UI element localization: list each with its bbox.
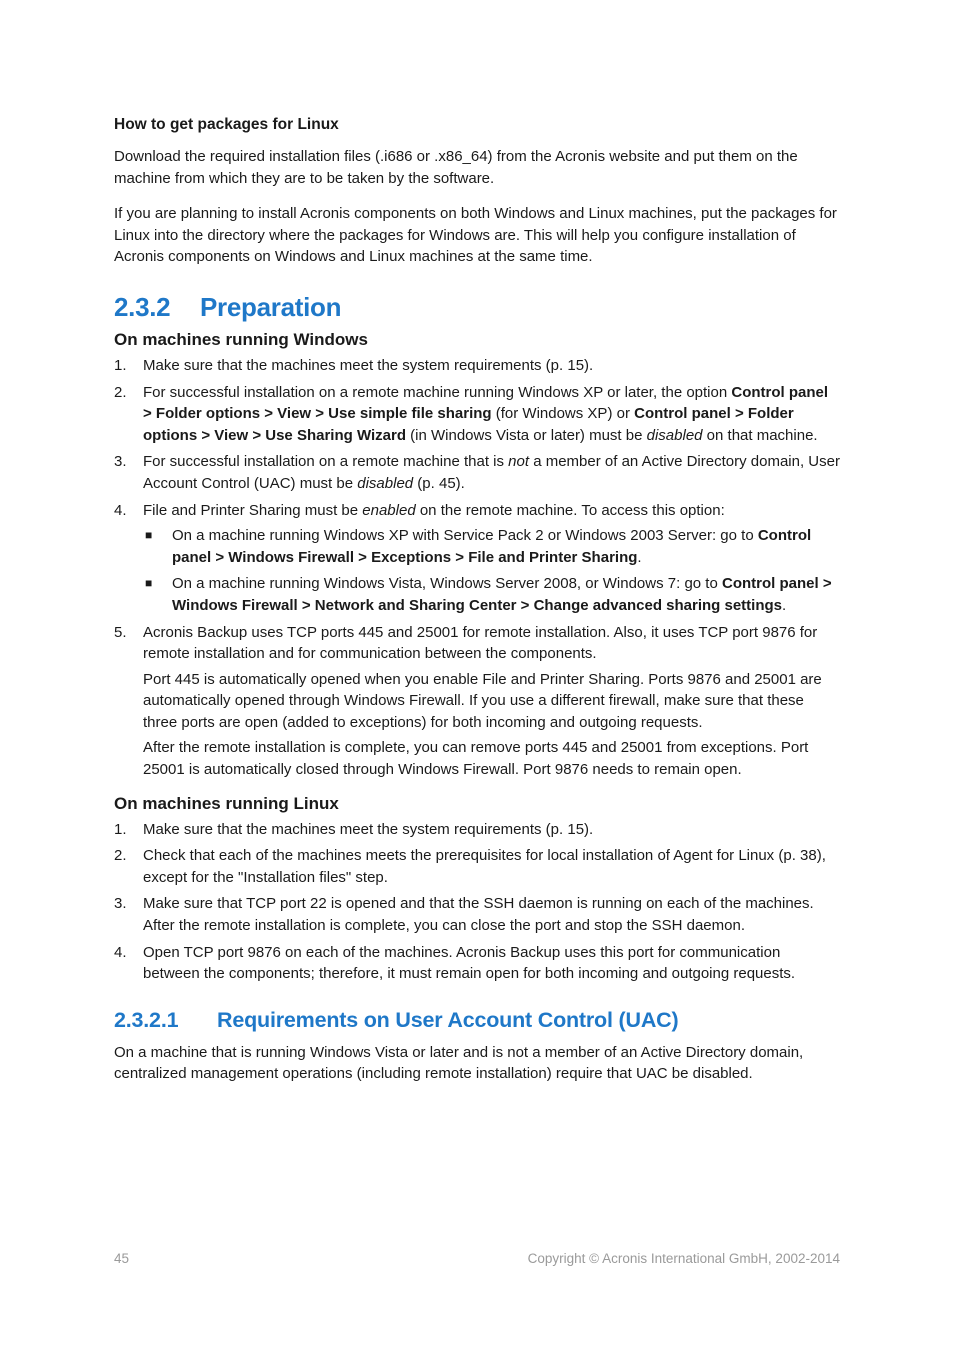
- item-text: on the remote machine. To access this option:: [415, 501, 725, 519]
- item-number: 4.: [114, 501, 127, 519]
- list-item: [114, 451, 840, 494]
- item-text: On a machine running Windows Vista, Windows Server 2008, or Windows 7: go to: [172, 575, 722, 593]
- square-bullet-icon: ■: [145, 576, 153, 591]
- list-item: [114, 355, 840, 377]
- item-text: For successful installation on a remote machine running Windows XP or later, the option: [143, 383, 732, 401]
- section-number: 2.3.2: [114, 291, 171, 322]
- list-item: [114, 819, 840, 841]
- subsection-number: 2.3.2.1: [114, 1007, 179, 1032]
- bullet-item: [143, 525, 840, 568]
- square-bullet-icon: ■: [145, 528, 153, 543]
- linux-packages-paragraph-1: Download the required installation files (.i686 or .x86_64) from the Acronis website and put them on the machine from which they are to be taken by the software.: [114, 148, 798, 187]
- item-number: 5.: [114, 623, 127, 641]
- item-text: (p. 45).: [413, 474, 465, 492]
- item-text: Make sure that the machines meet the system requirements (p. 15).: [143, 820, 594, 838]
- item-paragraph: Acronis Backup uses TCP ports 445 and 25001 for remote installation. Also, it uses TCP port 9876 for remote installation and for communication between the components.: [143, 623, 818, 663]
- list-item: [114, 622, 840, 781]
- item-text: For successful installation on a remote machine that is: [143, 453, 509, 471]
- item-number: 4.: [114, 943, 127, 961]
- section-heading-preparation: [114, 292, 840, 322]
- menu-path: Control panel > Folder options > View > Use simple file sharing: [143, 383, 829, 423]
- item-text: File and Printer Sharing must be: [143, 501, 363, 519]
- item-text: On a machine running Windows XP with Service Pack 2 or Windows 2003 Server: go to: [172, 527, 758, 545]
- emphasis: disabled: [646, 426, 703, 444]
- item-text: .: [637, 548, 642, 566]
- windows-heading: On machines running Windows: [114, 329, 368, 349]
- item-text: Make sure that TCP port 22 is opened and that the SSH daemon is running on each of the machines. After the remote installation is complete, you can close the port and stop the SSH daemon.: [143, 895, 814, 935]
- item-text: .: [782, 596, 787, 614]
- subsection-title: Requirements on User Account Control (UAC): [217, 1007, 679, 1032]
- item-text: a member of an Active Directory domain, User Account Control (UAC) must be: [143, 453, 840, 492]
- emphasis: not: [508, 453, 530, 471]
- item-text: on that machine.: [702, 426, 818, 444]
- item-text: Open TCP port 9876 on each of the machines. Acronis Backup uses this port for communication between the components; therefore, it must remain open for both incoming and outgoing requests.: [143, 943, 796, 983]
- list-item: [114, 382, 840, 447]
- item-text: (in Windows Vista or later) must be: [405, 426, 647, 444]
- list-item: [114, 942, 840, 985]
- linux-packages-paragraph-2: If you are planning to install Acronis components on both Windows and Linux machines, put the packages for Linux into the directory where the packages for Windows are. This will help you configure installation of Acronis components on Windows and Linux machines at the same time.: [114, 205, 837, 266]
- item-number: 2.: [114, 847, 127, 865]
- page-number: 45: [114, 1251, 130, 1266]
- item-number: 3.: [114, 453, 127, 471]
- document-page: [114, 114, 840, 1085]
- item-text: Make sure that the machines meet the system requirements (p. 15).: [143, 356, 594, 374]
- item-number: 1.: [114, 820, 127, 838]
- list-item: [114, 500, 840, 617]
- item-text: Check that each of the machines meets the prerequisites for local installation of Agent for Linux (p. 38), except for the "Installation files" step.: [143, 847, 826, 886]
- list-item: [114, 893, 840, 936]
- item-paragraph: Port 445 is automatically opened when you enable File and Printer Sharing. Ports 9876 and 25001 are automatically opened through Windows Firewall. If you use a different firewall, make sure that these three ports are open (added to exceptions) for both incoming and outgoing requests.: [143, 670, 822, 731]
- item-text: (for Windows XP) or: [491, 405, 635, 423]
- linux-heading: On machines running Linux: [114, 793, 339, 813]
- emphasis: enabled: [362, 501, 416, 519]
- linux-packages-heading: How to get packages for Linux: [114, 116, 339, 133]
- emphasis: disabled: [357, 474, 414, 492]
- menu-path: Control panel > Folder options > View > Use Sharing Wizard: [143, 405, 794, 444]
- windows-steps-list: [114, 355, 840, 781]
- uac-paragraph: On a machine that is running Windows Vista or later and is not a member of an Active Directory domain, centralized management operations (including remote installation) require that UAC be disabled.: [114, 1043, 804, 1083]
- item-number: 3.: [114, 895, 127, 913]
- menu-path: Control panel > Windows Firewall > Exceptions > File and Printer Sharing: [172, 527, 812, 566]
- menu-path: Control panel > Windows Firewall > Network and Sharing Center > Change advanced sharing settings: [172, 575, 832, 614]
- section-title: Preparation: [200, 291, 342, 322]
- item-number: 1.: [114, 356, 127, 374]
- item-paragraph: After the remote installation is complete, you can remove ports 445 and 25001 from exceptions. Port 25001 is automatically closed through Windows Firewall. Port 9876 needs to remain open.: [143, 739, 809, 779]
- list-item: [114, 845, 840, 888]
- linux-steps-list: [114, 819, 840, 985]
- item-number: 2.: [114, 383, 127, 401]
- bullet-item: [143, 573, 840, 616]
- sub-bullet-list: [143, 525, 840, 616]
- subsection-heading-uac: [114, 1007, 840, 1033]
- copyright-notice: Copyright © Acronis International GmbH, 2002-2014: [527, 1251, 840, 1266]
